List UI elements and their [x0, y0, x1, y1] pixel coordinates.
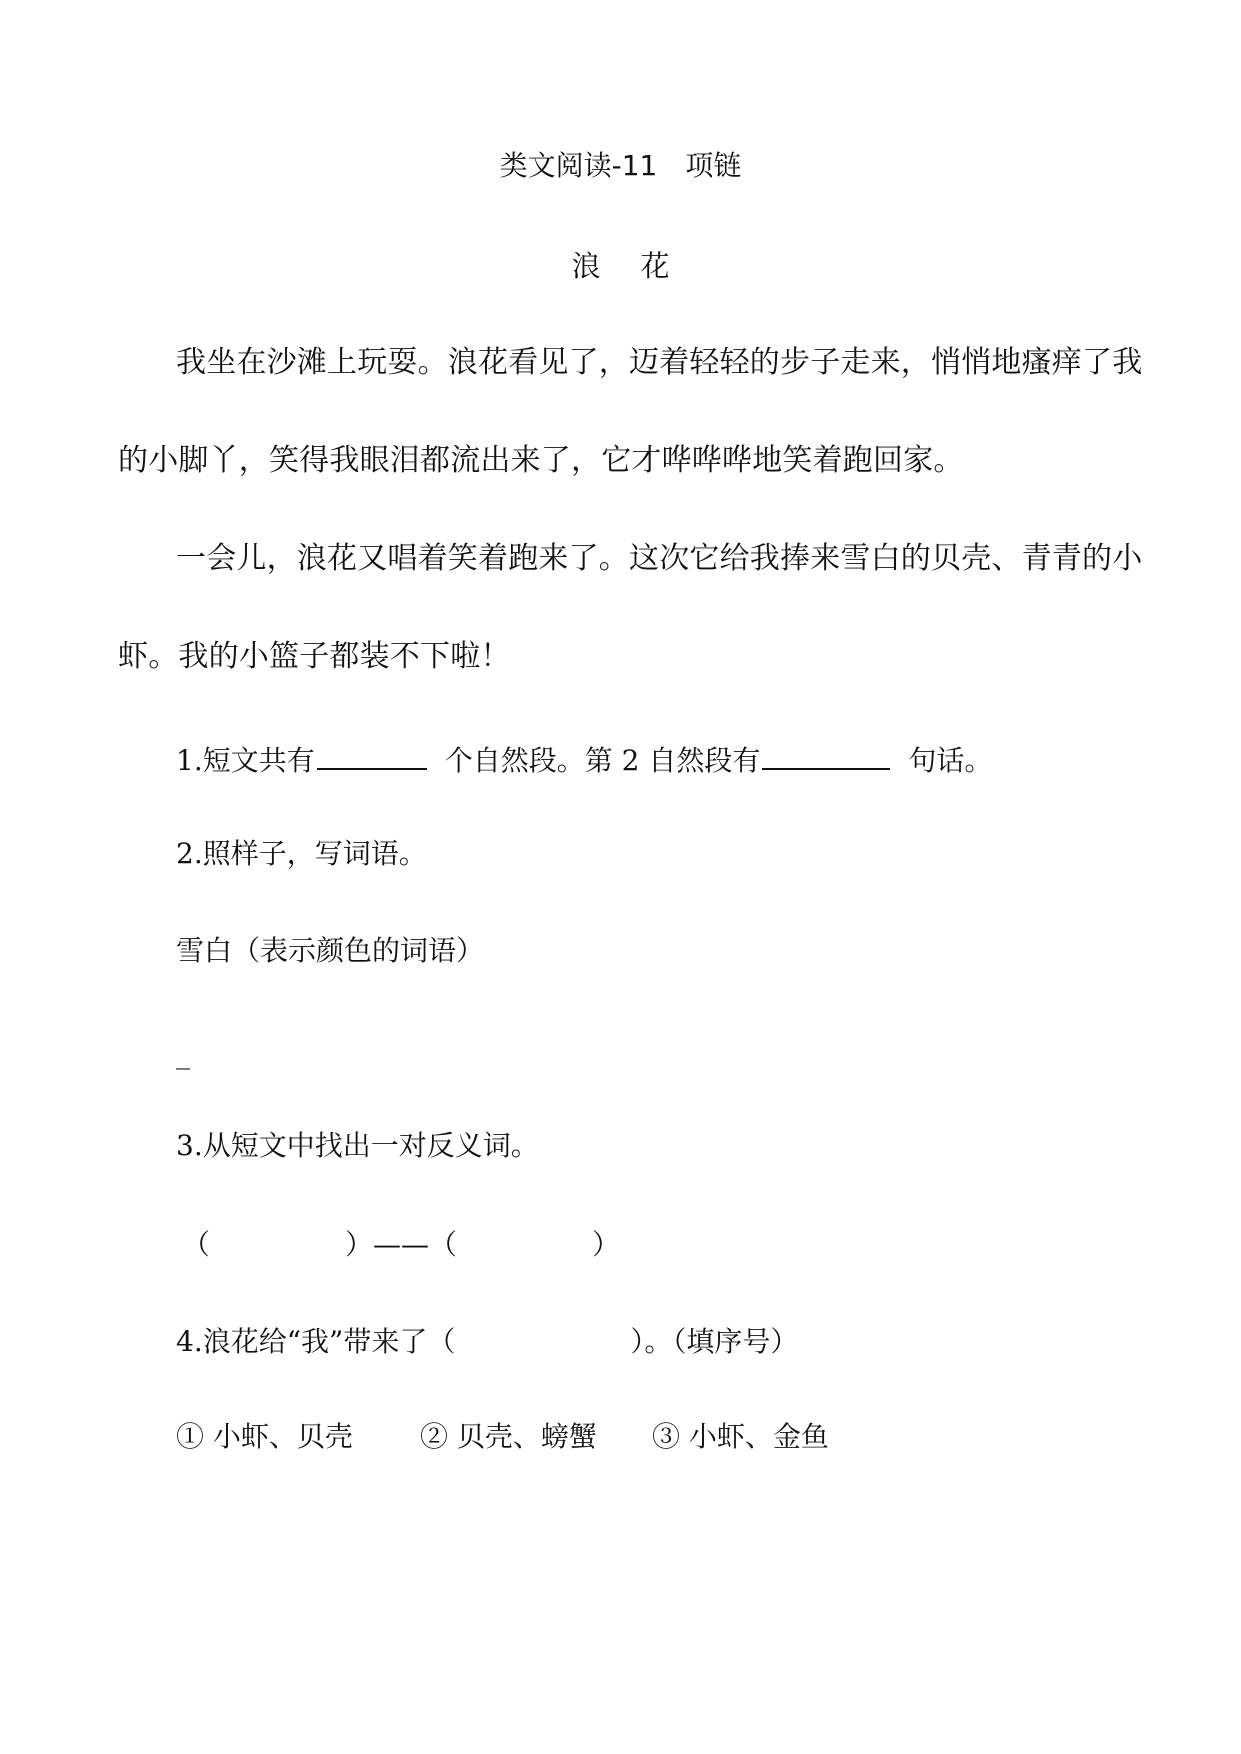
question-3-close-paren-1: ）: [345, 1228, 374, 1261]
passage-paragraph-2-line-1: 一会儿，浪花又唱着笑着跑来了。这次它给我捧来雪白的贝壳、青青的小: [176, 541, 1143, 576]
question-4-option-2: ② 贝壳、螃蟹: [420, 1420, 597, 1453]
question-3-open-paren-1: （: [182, 1228, 211, 1261]
question-4-prompt-start: 4.浪花给“我”带来了（: [176, 1325, 456, 1358]
page-title: 类文阅读-11 项链: [499, 149, 742, 182]
question-3-close-paren-2: ）: [592, 1228, 621, 1261]
question-1-text-c: 句话。: [908, 744, 993, 777]
question-1-blank-paragraph-count[interactable]: [317, 742, 427, 770]
passage-title: 浪花: [571, 249, 710, 283]
question-4-prompt-end: ）。（填序号）: [630, 1325, 799, 1358]
question-3-dash: ——: [373, 1228, 430, 1261]
question-2-prompt: 2.照样子，写词语。: [176, 837, 427, 870]
passage-paragraph-2-line-2: 虾。我的小篮子都装不下啦！: [118, 639, 511, 674]
question-2-example: 雪白（表示颜色的词语）: [176, 934, 485, 967]
question-4-option-1: ① 小虾、贝壳: [176, 1420, 353, 1453]
question-4-option-3: ③ 小虾、金鱼: [652, 1420, 829, 1453]
question-4-prompt: [176, 1325, 799, 1358]
passage-paragraph-1-line-1: 我坐在沙滩上玩耍。浪花看见了，迈着轻轻的步子走来，悄悄地瘙痒了我: [176, 345, 1143, 380]
question-1: [176, 742, 992, 775]
question-3-prompt: 3.从短文中找出一对反义词。: [176, 1129, 539, 1162]
question-1-text-a: 1.短文共有: [176, 744, 315, 777]
question-1-text-b: 个自然段。第 2 自然段有: [444, 744, 761, 777]
question-1-blank-sentence-count[interactable]: [762, 742, 890, 770]
passage-paragraph-1-line-2: 的小脚丫，笑得我眼泪都流出来了，它才哗哗哗地笑着跑回家。: [118, 443, 964, 478]
question-2-answer-line[interactable]: _: [176, 1037, 190, 1070]
question-3-open-paren-2: （: [429, 1228, 458, 1261]
question-3-answer-row: [182, 1228, 621, 1261]
